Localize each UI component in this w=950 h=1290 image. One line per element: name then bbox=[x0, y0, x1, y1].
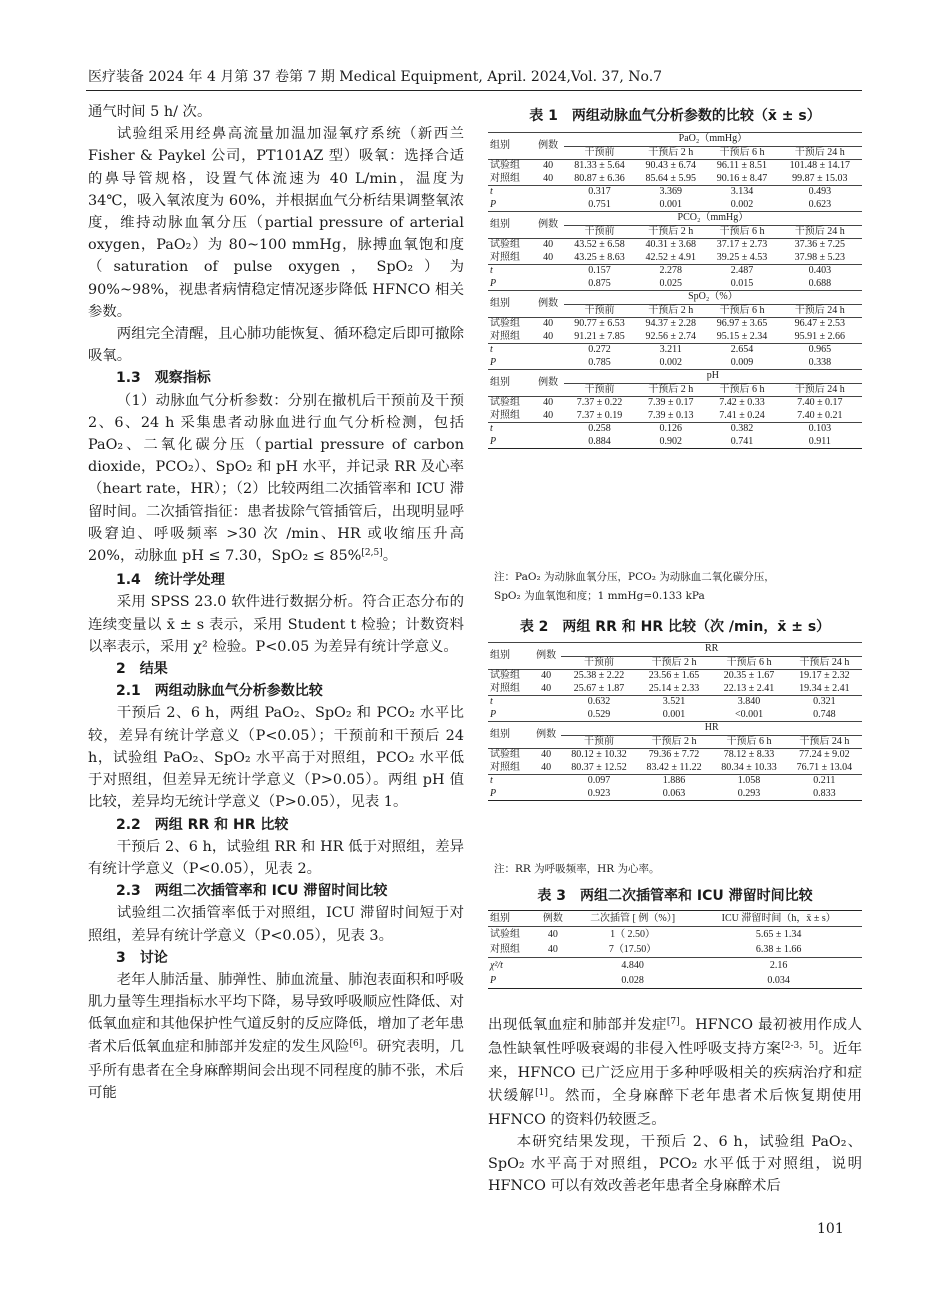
citation: [6] bbox=[349, 1038, 363, 1049]
time-header: 干预后 6 h bbox=[719, 304, 765, 316]
cell-n bbox=[532, 344, 563, 357]
cell-n: 40 bbox=[531, 749, 561, 762]
table-row bbox=[488, 683, 862, 696]
data-cell: 37.98 ± 5.23 bbox=[794, 251, 846, 263]
data-cell: 90.43 ± 6.74 bbox=[635, 160, 706, 173]
data-cell: 0.382 bbox=[706, 423, 777, 436]
data-cell: 78.12 ± 8.33 bbox=[711, 749, 786, 762]
data-cell: 3.369 bbox=[635, 186, 706, 199]
table-row bbox=[488, 973, 862, 989]
parameter-header: SpO₂（%） bbox=[564, 291, 862, 305]
cell-n bbox=[531, 709, 561, 722]
paragraph: 干预后 2、6 h，两组 PaO₂、SpO₂ 和 PCO₂ 水平比较，差异有统计学意义（P<0.05）；干预前和干预后 24 h，试验组 PaO₂、SpO₂ 水平高于对照组，PCO₂ 水平低于对照组，但差异无统计学意义（P>0.05）。两组 pH 值比较，差异均无统计学意义（P>0.05），见表 1。 bbox=[88, 705, 464, 811]
data-cell: 7.39 ± 0.17 bbox=[635, 397, 706, 410]
row-label: 试验组 bbox=[488, 670, 531, 683]
data-cell: 0.063 bbox=[637, 788, 712, 801]
table-row bbox=[488, 291, 862, 305]
data-cell: 7.37 ± 0.19 bbox=[576, 409, 623, 421]
data-cell: 25.14 ± 2.33 bbox=[648, 682, 700, 694]
cell-n: 40 bbox=[532, 318, 563, 331]
data-cell: 0.258 bbox=[564, 423, 635, 436]
row-label: 试验组 bbox=[488, 318, 532, 331]
data-cell: 37.17 ± 2.73 bbox=[706, 239, 777, 252]
table-row bbox=[488, 160, 862, 173]
cell-n bbox=[532, 436, 563, 449]
data-cell: 90.77 ± 6.53 bbox=[564, 318, 635, 331]
right-column bbox=[488, 1014, 862, 1198]
data-cell: 0.833 bbox=[787, 788, 862, 801]
column-header: ICU 滞留时间（h，x̄ ± s） bbox=[695, 911, 862, 927]
row-label: t bbox=[488, 423, 532, 436]
data-cell: 76.71 ± 13.04 bbox=[796, 761, 853, 773]
data-cell: 0.001 bbox=[662, 708, 686, 720]
citation: [1] bbox=[535, 1087, 548, 1098]
row-label: P bbox=[488, 973, 536, 989]
table-row bbox=[488, 762, 862, 775]
citation: [7] bbox=[666, 1017, 680, 1027]
table-row bbox=[488, 357, 862, 370]
data-cell: 0.103 bbox=[778, 423, 862, 436]
time-header: 干预后 2 h bbox=[648, 304, 694, 316]
column-header: 二次插管 [ 例（%）] bbox=[570, 911, 696, 927]
data-cell: 0.293 bbox=[711, 788, 786, 801]
data-cell: 77.24 ± 9.02 bbox=[787, 749, 862, 762]
row-label: t bbox=[488, 344, 532, 357]
data-cell: 91.21 ± 7.85 bbox=[574, 330, 625, 342]
column-header-n: 例数 bbox=[532, 370, 563, 397]
row-label: 对照组 bbox=[490, 761, 520, 773]
row-label: 试验组 bbox=[488, 927, 536, 943]
paragraph: 通气时间 5 h/ 次。 bbox=[88, 104, 212, 120]
table-row bbox=[488, 318, 862, 331]
time-header: 干预后 24 h bbox=[794, 146, 845, 158]
cell-n bbox=[532, 265, 563, 278]
row-label: t bbox=[488, 696, 531, 709]
table-row bbox=[488, 423, 862, 436]
time-header: 干预前 bbox=[583, 656, 614, 668]
data-cell: 0.211 bbox=[787, 775, 862, 788]
data-cell: 0.272 bbox=[564, 344, 635, 357]
data-cell: 23.56 ± 1.65 bbox=[637, 670, 712, 683]
data-cell: <0.001 bbox=[734, 708, 764, 720]
table-row bbox=[488, 670, 862, 683]
data-cell: 0.688 bbox=[808, 277, 832, 289]
time-header: 干预后 24 h bbox=[794, 225, 845, 237]
time-header: 干预后 24 h bbox=[799, 656, 850, 668]
section-heading: 2.1 两组动脉血气分析参数比较 bbox=[116, 683, 323, 700]
parameter-header: PCO₂（mmHg） bbox=[564, 212, 862, 226]
table1-caption: 表 1 两组动脉血气分析参数的比较（x̄ ± s） bbox=[529, 108, 821, 124]
row-label: P bbox=[490, 277, 497, 289]
time-header: 干预前 bbox=[584, 146, 615, 158]
section-heading: 1.3 观察指标 bbox=[116, 370, 211, 387]
time-header: 干预前 bbox=[584, 225, 615, 237]
paragraph-text: 出现低氧血症和肺部并发症 bbox=[488, 1017, 667, 1033]
running-header: 医疗装备 2024 年 4 月第 37 卷第 7 期 Medical Equipment, April. 2024,Vol. 37, No.7 bbox=[88, 69, 663, 85]
data-cell: 83.42 ± 11.22 bbox=[646, 761, 702, 773]
data-cell: 0.097 bbox=[561, 775, 636, 788]
table2 bbox=[488, 642, 862, 801]
paragraph-text: （1）动脉血气分析参数：分别在撤机后干预前及干预 2、6、24 h 采集患者动脉血进行血气分析检测，包括 PaO₂、二氧化碳分压（partial pressure of carbon dioxide，PCO₂）、SpO₂ 和 pH 水平，并记录 RR 及心率（heart rate，HR）；（2）比较两组二次插管率和 ICU 滞留时间。二次插管指征：患者拔除气管插管后，出现明显呼吸窘迫、呼吸频率 >30 次 /min、HR 或收缩压升高 20%，动脉血 pH ≤ 7.30，SpO₂ ≤ 85% bbox=[88, 392, 464, 565]
data-cell: 85.64 ± 5.95 bbox=[645, 172, 696, 184]
section-heading: 3 讨论 bbox=[116, 949, 168, 966]
section-heading: 1.4 统计学处理 bbox=[116, 572, 225, 589]
data-cell: 7.40 ± 0.21 bbox=[797, 409, 843, 421]
data-cell: 0.875 bbox=[588, 277, 611, 289]
row-label: t bbox=[488, 265, 532, 278]
section-heading: 2.2 两组 RR 和 HR 比较 bbox=[116, 816, 289, 833]
table-row bbox=[488, 370, 862, 384]
table-row bbox=[488, 749, 862, 762]
data-cell: 0.317 bbox=[564, 186, 635, 199]
header-rule bbox=[86, 90, 862, 91]
data-cell: 0.015 bbox=[730, 277, 754, 289]
data-cell: 92.56 ± 2.74 bbox=[645, 330, 696, 342]
data-cell: 0.157 bbox=[564, 265, 635, 278]
table1 bbox=[488, 132, 862, 449]
data-cell: 7.40 ± 0.17 bbox=[778, 397, 862, 410]
paragraph: 干预后 2、6 h，试验组 RR 和 HR 低于对照组，差异有统计学意义（P<0.05），见表 2。 bbox=[88, 838, 464, 877]
data-cell: 80.12 ± 10.32 bbox=[561, 749, 636, 762]
data-cell: 0.632 bbox=[561, 696, 636, 709]
column-header: 例数 bbox=[536, 911, 570, 927]
section-heading: 2 结果 bbox=[116, 661, 168, 678]
data-cell: 2.487 bbox=[706, 265, 777, 278]
data-cell: 0.321 bbox=[787, 696, 862, 709]
time-header: 干预后 6 h bbox=[719, 383, 765, 395]
paragraph-text: 老年人肺活量、肺弹性、肺血流量、肺泡表面积和呼吸肌力量等生理指标水平均下降，易导致呼吸顺应性降低、对低氧血症和其他保护性气道反射的反应降低，增加了老年患者术后低氧血症和肺部并发症的发生风险 bbox=[88, 971, 464, 1055]
data-cell: 43.25 ± 8.63 bbox=[574, 251, 625, 263]
row-label: 对照组 bbox=[490, 943, 520, 955]
row-label: 试验组 bbox=[488, 239, 532, 252]
parameter-header: HR bbox=[561, 722, 862, 736]
data-cell: 20.35 ± 1.67 bbox=[711, 670, 786, 683]
data-cell: 0.965 bbox=[778, 344, 862, 357]
data-cell: 7.42 ± 0.33 bbox=[706, 397, 777, 410]
time-header: 干预前 bbox=[583, 735, 614, 747]
row-label: P bbox=[488, 788, 531, 801]
paragraph-text: 。HFNCO 最初被用作成人急性缺氧性呼吸衰竭的非侵入性呼吸支持方案 bbox=[488, 1017, 862, 1058]
paragraph-text: 。研究表明，几乎所有患者在全身麻醉期间会出现不同程度的肺不张，术后可能 bbox=[88, 1038, 464, 1101]
data-cell: 101.48 ± 14.17 bbox=[778, 160, 862, 173]
paragraph: 本研究结果发现，干预后 2、6 h，试验组 PaO₂、SpO₂ 水平高于对照组，PCO₂ 水平低于对照组，说明 HFNCO 可以有效改善老年患者全身麻醉术后 bbox=[488, 1134, 862, 1195]
table-row bbox=[488, 199, 862, 212]
table-row bbox=[488, 410, 862, 423]
time-header: 干预后 2 h bbox=[648, 146, 694, 158]
data-cell: 80.87 ± 6.36 bbox=[574, 172, 625, 184]
time-header: 干预后 24 h bbox=[794, 304, 845, 316]
paragraph: 试验组二次插管率低于对照组，ICU 滞留时间短于对照组，差异有统计学意义（P<0.05），见表 3。 bbox=[88, 905, 464, 944]
table-row bbox=[488, 643, 862, 657]
row-label: 对照组 bbox=[490, 251, 520, 263]
cell-n bbox=[536, 958, 570, 974]
data-cell: 40.31 ± 3.68 bbox=[635, 239, 706, 252]
row-label: 对照组 bbox=[490, 682, 520, 694]
time-header: 干预后 24 h bbox=[799, 735, 850, 747]
data-cell: 94.37 ± 2.28 bbox=[635, 318, 706, 331]
data-cell: 96.11 ± 8.51 bbox=[706, 160, 777, 173]
row-label: 试验组 bbox=[488, 397, 532, 410]
data-cell: 37.36 ± 7.25 bbox=[778, 239, 862, 252]
row-label: P bbox=[490, 356, 497, 368]
table-row bbox=[488, 186, 862, 199]
data-cell: 90.16 ± 8.47 bbox=[716, 172, 768, 184]
table-row bbox=[488, 265, 862, 278]
time-header: 干预前 bbox=[584, 383, 615, 395]
data-cell: 0.028 bbox=[570, 973, 696, 989]
cell-n: 40 bbox=[543, 409, 554, 421]
paragraph-text: 。近年来，HFNCO 已广泛应用于多种呼吸相关的疾病治疗和症状缓解 bbox=[488, 1041, 862, 1104]
data-cell: 19.34 ± 2.41 bbox=[799, 682, 850, 694]
left-column bbox=[88, 101, 464, 1104]
table-row bbox=[488, 942, 862, 958]
data-cell: 3.134 bbox=[706, 186, 777, 199]
data-cell: 0.785 bbox=[588, 356, 611, 368]
paragraph-text: 。然而，全身麻醉下老年患者术后恢复期使用 HFNCO 的资料仍较匮乏。 bbox=[488, 1087, 862, 1128]
column-header-n: 例数 bbox=[531, 722, 561, 749]
column-header-group: 组别 bbox=[488, 291, 532, 318]
data-cell: 0.748 bbox=[813, 708, 836, 720]
data-cell: 42.52 ± 4.91 bbox=[645, 251, 696, 263]
cell-n: 40 bbox=[543, 330, 554, 342]
data-cell: 2.16 bbox=[695, 958, 862, 974]
data-cell: 0.009 bbox=[730, 356, 754, 368]
data-cell: 80.34 ± 10.33 bbox=[721, 761, 777, 773]
cell-n bbox=[532, 199, 563, 212]
table-row bbox=[488, 397, 862, 410]
row-label: 对照组 bbox=[490, 330, 520, 342]
table-row bbox=[488, 212, 862, 226]
paragraph bbox=[88, 969, 464, 1104]
data-cell: 0.002 bbox=[659, 356, 682, 368]
table-row bbox=[488, 252, 862, 265]
table-row bbox=[488, 173, 862, 186]
row-label: P bbox=[488, 436, 532, 449]
time-header: 干预前 bbox=[584, 304, 615, 316]
data-cell: 5.65 ± 1.34 bbox=[695, 927, 862, 943]
column-header-group: 组别 bbox=[488, 643, 531, 670]
cell-n bbox=[531, 788, 561, 801]
cell-n: 40 bbox=[536, 927, 570, 943]
paragraph-text: 。 bbox=[382, 548, 398, 565]
data-cell: 7.39 ± 0.13 bbox=[647, 409, 694, 421]
table2-note: 注：RR 为呼吸频率，HR 为心率。 bbox=[494, 863, 660, 875]
data-cell: 1（ 2.50） bbox=[570, 927, 696, 943]
data-cell: 7（17.50） bbox=[608, 943, 657, 955]
table-row bbox=[488, 911, 862, 927]
citation: [2-3，5] bbox=[781, 1041, 818, 1052]
cell-n bbox=[531, 696, 561, 709]
table-row bbox=[488, 722, 862, 736]
cell-n bbox=[531, 775, 561, 788]
cell-n bbox=[532, 186, 563, 199]
data-cell: 0.338 bbox=[808, 356, 832, 368]
data-cell: 1.058 bbox=[711, 775, 786, 788]
data-cell: 6.38 ± 1.66 bbox=[755, 943, 802, 955]
paragraph bbox=[88, 390, 464, 570]
data-cell: 95.15 ± 2.34 bbox=[716, 330, 768, 342]
data-cell: 2.654 bbox=[706, 344, 777, 357]
data-cell: 3.840 bbox=[711, 696, 786, 709]
table-row bbox=[488, 709, 862, 722]
data-cell: 79.36 ± 7.72 bbox=[637, 749, 712, 762]
time-header: 干预后 6 h bbox=[719, 146, 765, 158]
data-cell: 7.41 ± 0.24 bbox=[719, 409, 765, 421]
column-header-group: 组别 bbox=[488, 133, 532, 160]
table-row bbox=[488, 331, 862, 344]
data-cell: 43.52 ± 6.58 bbox=[564, 239, 635, 252]
data-cell: 4.840 bbox=[570, 958, 696, 974]
cell-n: 40 bbox=[532, 160, 563, 173]
time-header: 干预后 2 h bbox=[648, 225, 694, 237]
column-header-n: 例数 bbox=[532, 291, 563, 318]
time-header: 干预后 2 h bbox=[648, 383, 694, 395]
data-cell: 0.126 bbox=[635, 423, 706, 436]
row-label: t bbox=[488, 186, 532, 199]
data-cell: 99.87 ± 15.03 bbox=[792, 172, 848, 184]
column-header-n: 例数 bbox=[532, 133, 563, 160]
table-row bbox=[488, 927, 862, 943]
column-header-n: 例数 bbox=[532, 212, 563, 239]
time-header: 干预后 24 h bbox=[794, 383, 845, 395]
time-header: 干预后 2 h bbox=[651, 735, 697, 747]
data-cell: 3.521 bbox=[637, 696, 712, 709]
row-label: t bbox=[488, 775, 531, 788]
data-cell: 0.025 bbox=[659, 277, 682, 289]
data-cell: 96.97 ± 3.65 bbox=[706, 318, 777, 331]
data-cell: 0.751 bbox=[588, 198, 611, 210]
paragraph bbox=[488, 1014, 862, 1131]
table-row bbox=[488, 239, 862, 252]
data-cell: 2.278 bbox=[635, 265, 706, 278]
data-cell: 39.25 ± 4.53 bbox=[716, 251, 768, 263]
data-cell: 1.886 bbox=[637, 775, 712, 788]
cell-n bbox=[532, 423, 563, 436]
row-label: 试验组 bbox=[488, 160, 532, 173]
data-cell: 0.493 bbox=[778, 186, 862, 199]
data-cell: 0.741 bbox=[706, 436, 777, 449]
cell-n: 40 bbox=[543, 172, 554, 184]
row-label: 对照组 bbox=[490, 409, 520, 421]
data-cell: 19.17 ± 2.32 bbox=[787, 670, 862, 683]
parameter-header: pH bbox=[564, 370, 862, 384]
data-cell: 0.034 bbox=[695, 973, 862, 989]
cell-n: 40 bbox=[532, 397, 563, 410]
table-row bbox=[488, 278, 862, 291]
data-cell: 25.67 ± 1.87 bbox=[573, 682, 625, 694]
cell-n: 40 bbox=[541, 682, 552, 694]
table1-note-line: 注：PaO₂ 为动脉血氧分压，PCO₂ 为动脉血二氧化碳分压， bbox=[494, 571, 775, 583]
data-cell: 80.37 ± 12.52 bbox=[571, 761, 627, 773]
data-cell: 22.13 ± 2.41 bbox=[723, 682, 775, 694]
data-cell: 0.529 bbox=[587, 708, 611, 720]
cell-n: 40 bbox=[543, 251, 554, 263]
column-header-group: 组别 bbox=[488, 212, 532, 239]
column-header: 组别 bbox=[488, 911, 536, 927]
cell-n: 40 bbox=[531, 670, 561, 683]
table3 bbox=[488, 910, 862, 989]
cell-n bbox=[532, 278, 563, 291]
data-cell: 95.91 ± 2.66 bbox=[794, 330, 846, 342]
data-cell: 25.38 ± 2.22 bbox=[561, 670, 636, 683]
table-row bbox=[488, 775, 862, 788]
data-cell: 0.403 bbox=[778, 265, 862, 278]
column-header-group: 组别 bbox=[488, 722, 531, 749]
table2-caption: 表 2 两组 RR 和 HR 比较（次 /min，x̄ ± s） bbox=[519, 619, 831, 635]
table-row bbox=[488, 696, 862, 709]
table1-note-line: SpO₂ 为血氧饱和度；1 mmHg=0.133 kPa bbox=[494, 590, 705, 602]
data-cell: 96.47 ± 2.53 bbox=[778, 318, 862, 331]
table-row bbox=[488, 958, 862, 974]
table-row bbox=[488, 133, 862, 147]
data-cell: 7.37 ± 0.22 bbox=[564, 397, 635, 410]
data-cell: 0.002 bbox=[730, 198, 754, 210]
data-cell: 0.923 bbox=[561, 788, 636, 801]
data-cell: 0.884 bbox=[564, 436, 635, 449]
time-header: 干预后 2 h bbox=[651, 656, 697, 668]
table-row bbox=[488, 788, 862, 801]
cell-n bbox=[532, 357, 563, 370]
column-header-group: 组别 bbox=[488, 370, 532, 397]
time-header: 干预后 6 h bbox=[726, 735, 772, 747]
table-row bbox=[488, 344, 862, 357]
row-label: P bbox=[490, 198, 497, 210]
data-cell: 81.33 ± 5.64 bbox=[564, 160, 635, 173]
row-label: 试验组 bbox=[488, 749, 531, 762]
paragraph: 试验组采用经鼻高流量加温加湿氧疗系统（新西兰 Fisher & Paykel 公司，PT101AZ 型）吸氧：选择合适的鼻导管规格，设置气体流速为 40 L/min，温度为 34℃，吸入氧浓度为 60%，并根据血气分析结果调整氧浓度，维持动脉血氧分压（partial pressure of arterial oxygen，PaO₂）为 80~100 mmHg，脉搏血氧饱和度（saturation of pulse oxygen，SpO₂）为 90%~98%，视患者病情稳定情况逐步降低 HFNCO 相关参数。 bbox=[88, 126, 464, 320]
data-cell: 3.211 bbox=[635, 344, 706, 357]
table1-note bbox=[494, 568, 862, 606]
cell-n: 40 bbox=[547, 943, 558, 955]
paragraph: 采用 SPSS 23.0 软件进行数据分析。符合正态分布的连续变量以 x̄ ± s 表示，采用 Student t 检验；计数资料以率表示，采用 χ² 检验。P<0.05 为差异有统计学意义。 bbox=[88, 594, 464, 655]
paragraph: 两组完全清醒，且心肺功能恢复、循环稳定后即可撤除吸氧。 bbox=[88, 326, 464, 365]
data-cell: 0.623 bbox=[808, 198, 832, 210]
cell-n bbox=[536, 973, 570, 989]
table-row bbox=[488, 436, 862, 449]
row-label: P bbox=[490, 708, 497, 720]
table3-caption: 表 3 两组二次插管率和 ICU 滞留时间比较 bbox=[537, 888, 813, 904]
section-heading: 2.3 两组二次插管率和 ICU 滞留时间比较 bbox=[116, 883, 388, 900]
row-label: 对照组 bbox=[490, 172, 520, 184]
data-cell: 0.001 bbox=[659, 198, 682, 210]
time-header: 干预后 6 h bbox=[719, 225, 765, 237]
parameter-header: RR bbox=[561, 643, 862, 657]
column-header-n: 例数 bbox=[531, 643, 561, 670]
row-label: χ²/t bbox=[488, 958, 536, 974]
parameter-header: PaO₂（mmHg） bbox=[564, 133, 862, 147]
time-header: 干预后 6 h bbox=[726, 656, 772, 668]
data-cell: 0.902 bbox=[635, 436, 706, 449]
cell-n: 40 bbox=[532, 239, 563, 252]
page-number: 101 bbox=[817, 1221, 844, 1237]
cell-n: 40 bbox=[541, 761, 552, 773]
citation: [2,5] bbox=[361, 548, 383, 559]
data-cell: 0.911 bbox=[778, 436, 862, 449]
